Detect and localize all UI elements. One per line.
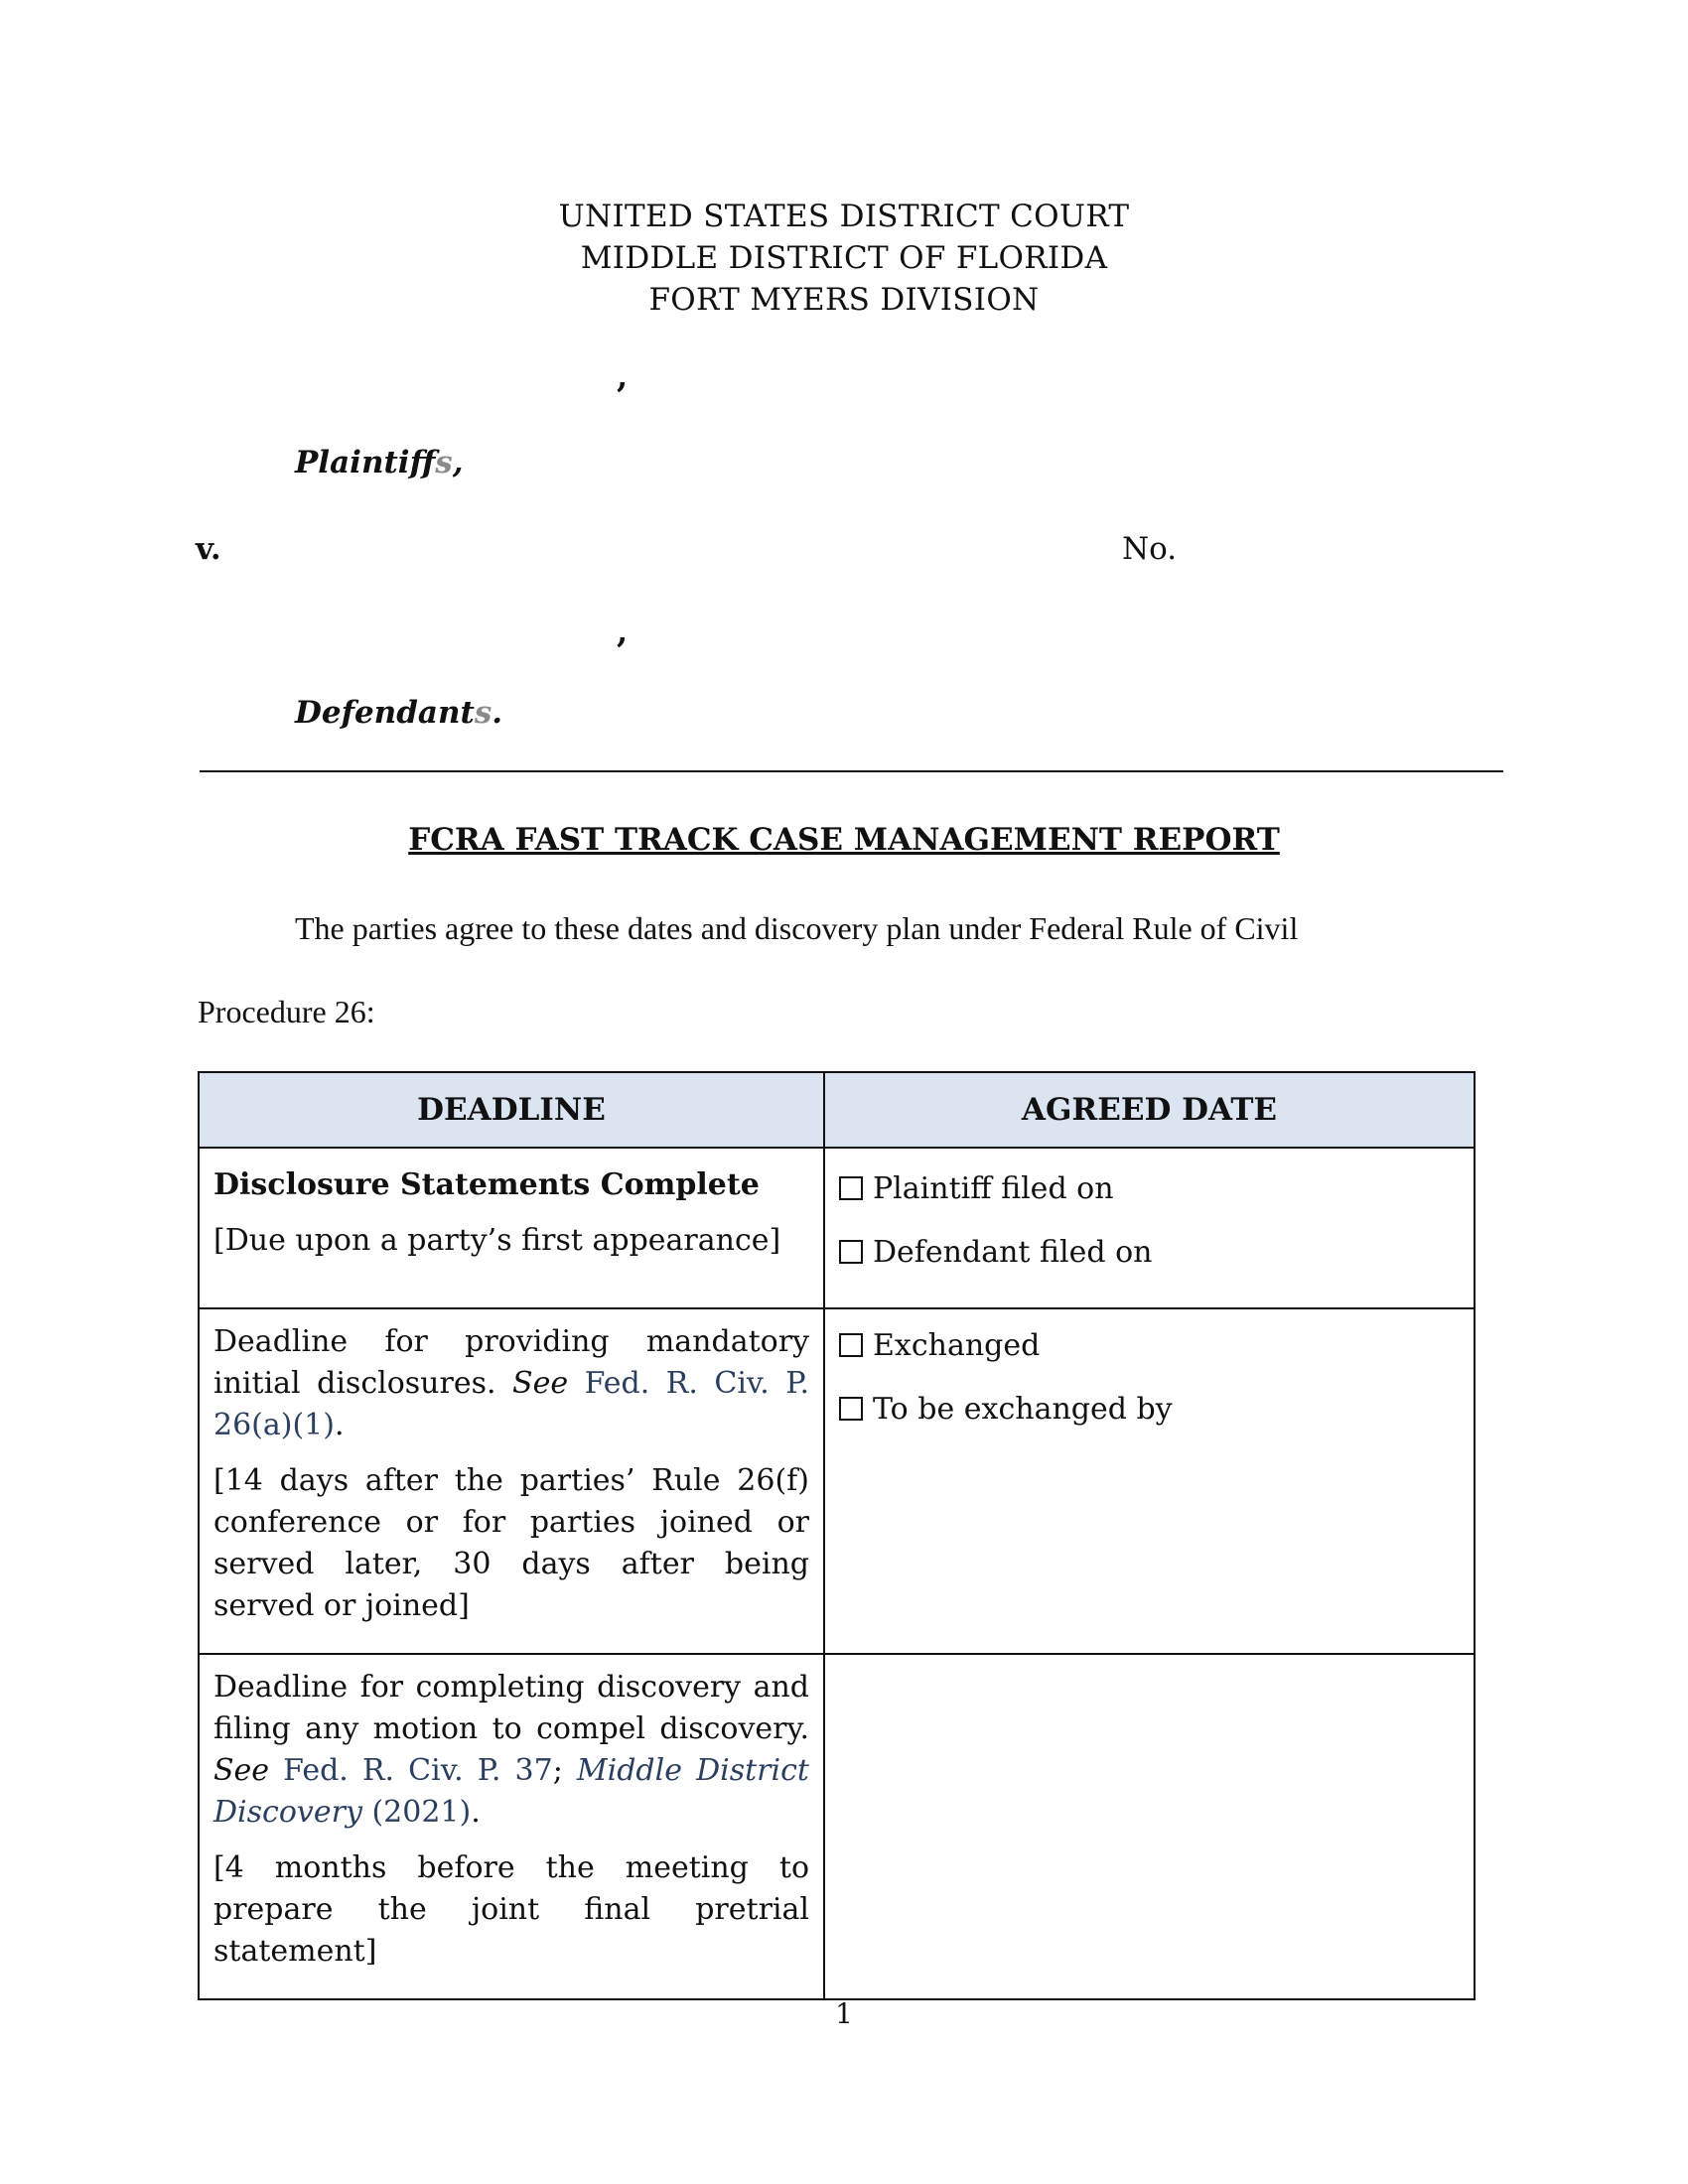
table-row	[199, 1308, 1475, 1654]
row-note: [Due upon a party’s first appearance]	[213, 1223, 781, 1258]
deadline-cell	[199, 1148, 824, 1308]
period: .	[334, 1408, 345, 1442]
citation-year: (2021)	[371, 1795, 472, 1830]
page-number: 1	[835, 1997, 853, 2030]
option-label: Exchanged	[873, 1328, 1041, 1363]
defendant-punct: .	[492, 695, 503, 731]
checkbox-icon[interactable]	[839, 1397, 863, 1421]
document-title: FCRA FAST TRACK CASE MANAGEMENT REPORT	[408, 822, 1280, 858]
row-title: Disclosure Statements Complete	[213, 1167, 760, 1202]
checkbox-icon[interactable]	[839, 1333, 863, 1357]
table-row	[199, 1148, 1475, 1308]
versus: v.	[196, 531, 221, 567]
citation-link[interactable]: Fed. R. Civ. P. 37	[283, 1753, 553, 1788]
option-label: Plaintiff filed on	[873, 1171, 1114, 1206]
court-district: MIDDLE DISTRICT OF FLORIDA	[580, 240, 1108, 276]
row-note: [14 days after the parties’ Rule 26(f) conference or for parties joined or served later, 30 days after being served or joined]	[213, 1463, 809, 1623]
agreed-date-cell	[824, 1308, 1475, 1654]
header-agreed-date: AGREED DATE	[824, 1072, 1475, 1148]
defendant-name-comma: ,	[617, 613, 629, 650]
plaintiff-text: Plaintiff	[295, 445, 436, 480]
plaintiff-label	[295, 445, 463, 480]
deadline-cell	[199, 1654, 824, 1999]
deadlines-table	[198, 1071, 1476, 2000]
row-note: [4 months before the meeting to prepare the joint final pretrial statement]	[213, 1850, 809, 1969]
intro-line-2: Procedure 26:	[198, 994, 375, 1029]
checkbox-icon[interactable]	[839, 1176, 863, 1200]
deadline-cell	[199, 1308, 824, 1654]
case-number-label: No.	[1122, 531, 1178, 567]
row-text: Deadline for completing discovery and filing any motion to compel discovery.	[213, 1670, 809, 1746]
caption-divider	[200, 770, 1503, 772]
plaintiff-suffix: s	[435, 445, 453, 480]
separator: ;	[552, 1753, 563, 1788]
plaintiff-punct: ,	[452, 445, 464, 480]
row-description	[213, 1321, 809, 1446]
option-exchanged[interactable]	[839, 1325, 1460, 1367]
defendant-text: Defendant	[295, 695, 475, 731]
court-division: FORT MYERS DIVISION	[648, 282, 1040, 318]
court-name: UNITED STATES DISTRICT COURT	[558, 199, 1130, 234]
option-plaintiff-filed[interactable]	[839, 1168, 1460, 1210]
option-label: To be exchanged by	[873, 1392, 1173, 1427]
defendant-label	[295, 695, 502, 731]
defendant-suffix: s	[474, 695, 492, 731]
header-deadline: DEADLINE	[199, 1072, 824, 1148]
intro-paragraph	[198, 887, 1508, 1053]
table-row	[199, 1654, 1475, 1999]
option-defendant-filed[interactable]	[839, 1232, 1460, 1274]
row-description	[213, 1667, 809, 1834]
row-text: Deadline for providing mandatory initial disclosures.	[213, 1324, 809, 1401]
citation-link[interactable]: Fed. R. Civ. P. 26(a)(1)	[213, 1366, 809, 1442]
see-signal: See	[512, 1366, 569, 1401]
checkbox-icon[interactable]	[839, 1240, 863, 1264]
table-header-row	[199, 1072, 1475, 1148]
plaintiff-name-comma: ,	[617, 357, 629, 395]
option-label: Defendant filed on	[873, 1235, 1153, 1270]
option-to-be-exchanged[interactable]	[839, 1389, 1460, 1431]
court-heading	[0, 196, 1688, 321]
agreed-date-cell[interactable]	[824, 1654, 1475, 1999]
agreed-date-cell	[824, 1148, 1475, 1308]
middle-district-discovery-link[interactable]: Middle District Discovery	[213, 1753, 809, 1830]
see-signal: See	[213, 1753, 270, 1788]
period: .	[471, 1795, 481, 1830]
intro-line-1: The parties agree to these dates and discovery plan under Federal Rule of Civil	[295, 910, 1299, 946]
